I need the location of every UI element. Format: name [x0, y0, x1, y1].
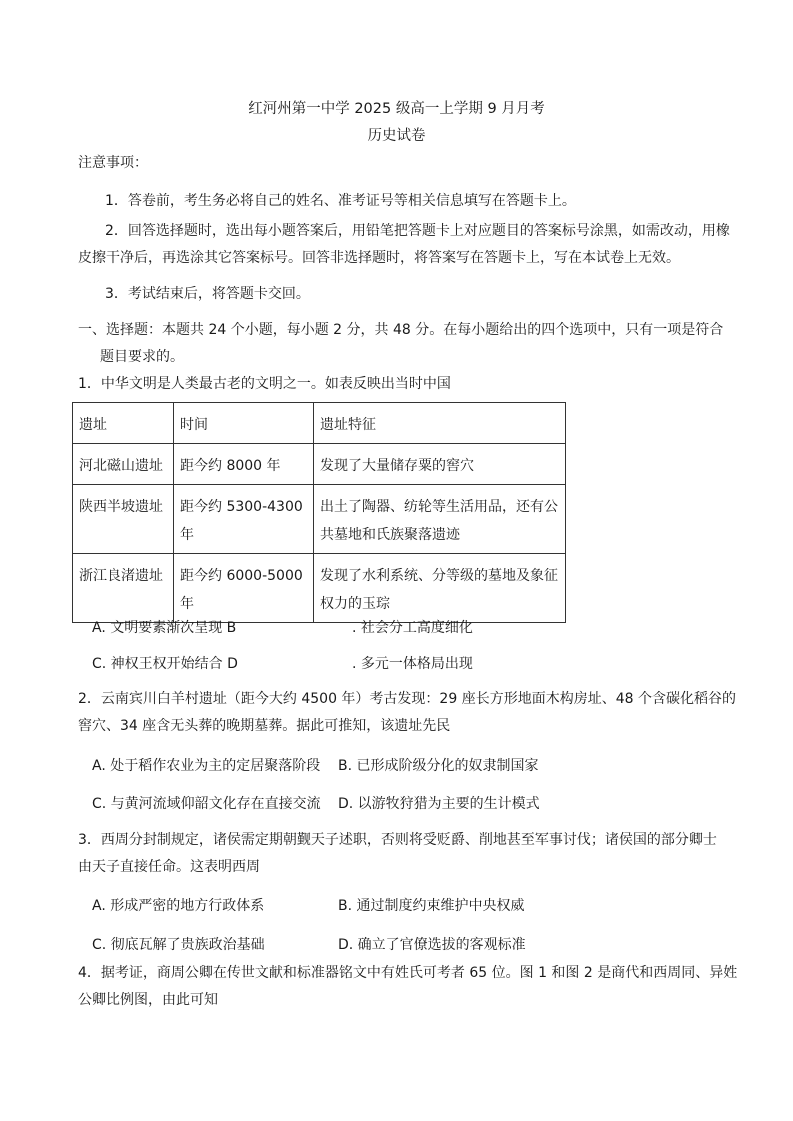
table-cell: 河北磁山遗址 [73, 444, 174, 485]
q1-option-c: C. 神权王权开始结合 D [92, 656, 238, 672]
q2-stem-line2: 窖穴、34 座含无头葬的晚期墓葬。据此可推知，该遗址先民 [78, 718, 451, 734]
table-row [73, 485, 566, 554]
q1-option-d: . 多元一体格局出现 [352, 656, 473, 672]
q2-stem-line1: 2．云南宾川白羊村遗址（距今大约 4500 年）考古发现：29 座长方形地面木构房址、48 个含碳化稻谷的 [78, 691, 736, 707]
table-cell: 浙江良渚遗址 [73, 554, 174, 623]
table-row [73, 444, 566, 485]
exam-subject: 历史试卷 [367, 128, 426, 144]
q2-option-c: C. 与黄河流域仰韶文化存在直接交流 [92, 796, 321, 812]
q3-option-a: A. 形成严密的地方行政体系 [92, 898, 265, 914]
table-cell: 距今约 8000 年 [174, 444, 314, 485]
table-cell: 出土了陶器、纺轮等生活用品，还有公共墓地和氏族聚落遗迹 [314, 485, 566, 554]
q3-stem-line2: 由天子直接任命。这表明西周 [78, 859, 260, 875]
table-header-cell: 时间 [174, 403, 314, 444]
q1-stem: 1．中华文明是人类最古老的文明之一。如表反映出当时中国 [78, 376, 451, 392]
q3-option-c: C. 彻底瓦解了贵族政治基础 [92, 937, 265, 953]
table-header-row [73, 403, 566, 444]
q4-stem-line1: 4．据考证，商周公卿在传世文献和标准器铭文中有姓氏可考者 65 位。图 1 和图 2 是商代和西周同、异姓 [78, 965, 738, 981]
table-cell: 发现了水利系统、分等级的墓地及象征权力的玉琮 [314, 554, 566, 623]
q1-option-a: A. 文明要素渐次呈现 B [92, 620, 237, 636]
exam-title: 红河州第一中学 2025 级高一上学期 9 月月考 [248, 101, 545, 117]
q3-option-d: D. 确立了官僚选拔的客观标准 [338, 937, 526, 953]
q2-option-b: B. 已形成阶级分化的奴隶制国家 [338, 758, 539, 774]
table-cell: 陕西半坡遗址 [73, 485, 174, 554]
q1-option-b: . 社会分工高度细化 [352, 620, 473, 636]
note-2-line2: 皮擦干净后，再选涂其它答案标号。回答非选择题时，将答案写在答题卡上，写在本试卷上无效。 [78, 250, 680, 266]
section-heading-line2: 题目要求的。 [100, 349, 184, 365]
table-row [73, 554, 566, 623]
q1-sites-table [72, 402, 566, 623]
q3-option-b: B. 通过制度约束维护中央权威 [338, 898, 525, 914]
notes-heading: 注意事项： [78, 155, 148, 171]
table-cell: 发现了大量储存粟的窖穴 [314, 444, 566, 485]
note-3: 3．考试结束后，将答题卡交回。 [105, 286, 310, 302]
table-header-cell: 遗址 [73, 403, 174, 444]
table-cell: 距今约 6000-5000 年 [174, 554, 314, 623]
table-cell: 距今约 5300-4300 年 [174, 485, 314, 554]
q3-stem-line1: 3．西周分封制规定，诸侯需定期朝觐天子述职，否则将受贬爵、削地甚至军事讨伐；诸侯国的部分卿士 [78, 832, 717, 848]
q2-option-a: A. 处于稻作农业为主的定居聚落阶段 [92, 758, 321, 774]
q4-stem-line2: 公卿比例图，由此可知 [78, 992, 218, 1008]
table-header-cell: 遗址特征 [314, 403, 566, 444]
section-heading-line1: 一、选择题：本题共 24 个小题，每小题 2 分，共 48 分。在每小题给出的四个选项中，只有一项是符合 [78, 322, 724, 338]
note-2-line1: 2．回答选择题时，选出每小题答案后，用铅笔把答题卡上对应题目的答案标号涂黑，如需改动，用橡 [105, 223, 730, 239]
note-1: 1．答卷前，考生务必将自己的姓名、准考证号等相关信息填写在答题卡上。 [105, 193, 576, 209]
q2-option-d: D. 以游牧狩猎为主要的生计模式 [338, 796, 540, 812]
